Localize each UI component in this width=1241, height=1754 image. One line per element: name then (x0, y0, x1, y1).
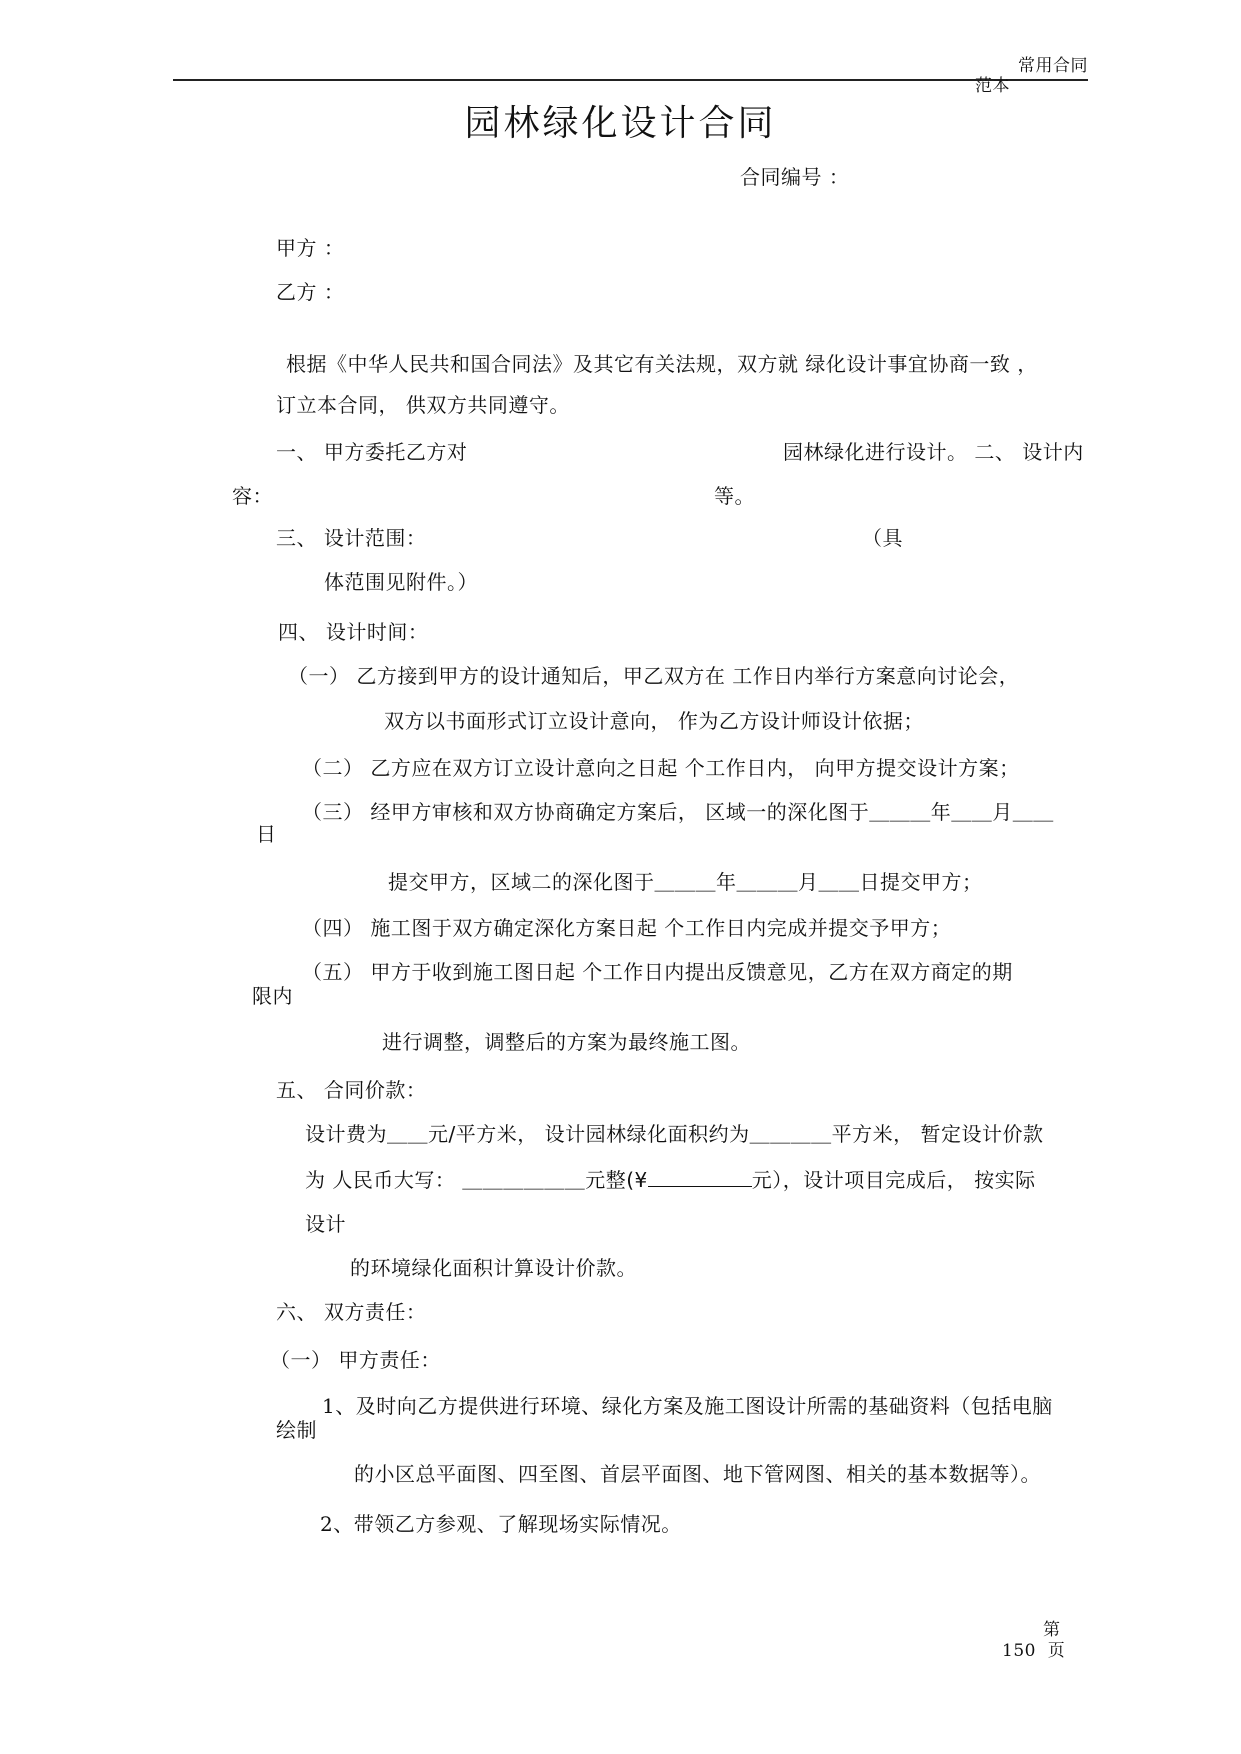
item-1-text: 、及时向乙方提供进行环境、绿化方案及施工图设计所需的基础资料（包括电脑 (335, 1394, 1053, 1418)
section-5-heading: 五、 合同价款： (276, 1078, 427, 1102)
item-1-number: 1 (322, 1394, 336, 1418)
section-5-line-2 (305, 1168, 1036, 1192)
section-6-item-2 (320, 1512, 682, 1536)
contract-number-label: 合同编号 ： (740, 165, 850, 189)
item-2-number: 2 (320, 1512, 334, 1536)
page-number (1002, 1639, 1065, 1663)
section-5-line-4: 的环境绿化面积计算设计价款。 (350, 1256, 637, 1280)
section-5-line-2-start: 为 人民币大写： ＿＿＿＿＿＿元整(¥ (305, 1168, 648, 1192)
party-b-label: 乙方 ： (276, 280, 345, 304)
header-label: 常用合同 (1018, 56, 1088, 76)
document-title: 园林绿化设计合同 (464, 103, 777, 144)
header-rule (173, 79, 1088, 81)
intro-line-2: 订立本合同， 供双方共同遵守。 (276, 393, 570, 417)
section-6-item-1-continued: 的小区总平面图、四至图、首层平面图、地下管网图、相关的基本数据等）。 (354, 1462, 1041, 1486)
section-5-line-1: 设计费为＿＿元/平方米， 设计园林绿化面积约为＿＿＿＿平方米， 暂定设计价款 (305, 1122, 1044, 1146)
section-4-item-2: （二） 乙方应在双方订立设计意向之日起 个工作日内， 向甲方提交设计方案； (302, 756, 1020, 780)
section-6-sub-1-heading: （一） 甲方责任： (270, 1348, 441, 1372)
section-3-heading: 三、 设计范围： (276, 526, 427, 550)
section-2-text: 容： (232, 484, 273, 508)
section-4-item-4: （四） 施工图于双方确定深化方案日起 个工作日内完成并提交予甲方； (302, 916, 952, 940)
page-number-value: 150 (1002, 1641, 1036, 1661)
item-2-text: 、带领乙方参观、了解现场实际情况。 (333, 1512, 682, 1536)
section-6-item-1 (322, 1394, 1053, 1418)
section-4-item-1: （一） 乙方接到甲方的设计通知后，甲乙双方在 工作日内举行方案意向讨论会， (288, 664, 1020, 688)
amount-blank (648, 1168, 752, 1187)
section-4-item-5-continued: 进行调整，调整后的方案为最终施工图。 (382, 1030, 751, 1054)
section-4-item-5-wrap: 限内 (252, 984, 293, 1008)
section-4-item-3-wrap: 日 (256, 822, 277, 846)
section-6-item-1-wrap: 绘制 (276, 1418, 317, 1442)
section-4-item-3-continued: 提交甲方，区域二的深化图于＿＿＿年＿＿＿月＿＿日提交甲方； (388, 870, 983, 894)
section-4-item-3: （三） 经甲方审核和双方协商确定方案后， 区域一的深化图于＿＿＿年＿＿月＿＿ (302, 800, 1054, 824)
section-3-note: （具 (862, 526, 903, 550)
section-1-text-continued: 园林绿化进行设计。 二、 设计内 (783, 440, 1084, 464)
header-label-continued: 范本 (975, 76, 1010, 96)
section-3-note-continued: 体范围见附件。） (324, 570, 478, 594)
section-6-heading: 六、 双方责任： (276, 1300, 427, 1324)
section-1-text: 一、 甲方委托乙方对 (276, 440, 468, 464)
section-5-line-2-end: 元），设计项目完成后， 按实际 (751, 1168, 1036, 1192)
section-4-item-5: （五） 甲方于收到施工图日起 个工作日内提出反馈意见，乙方在双方商定的期 (302, 960, 1013, 984)
party-a-label: 甲方 ： (276, 236, 345, 260)
section-2-text-end: 等。 (714, 484, 755, 508)
page-label-suffix: 页 (1047, 1641, 1066, 1661)
section-4-heading: 四、 设计时间： (278, 620, 429, 644)
intro-line-1: 根据《中华人民共和国合同法》及其它有关法规，双方就 绿化设计事宜协商一致 ， (286, 352, 1038, 376)
section-4-item-1-continued: 双方以书面形式订立设计意向， 作为乙方设计师设计依据； (384, 709, 924, 733)
section-5-line-3: 设计 (305, 1212, 346, 1236)
page-label-prefix: 第 (1043, 1620, 1061, 1640)
